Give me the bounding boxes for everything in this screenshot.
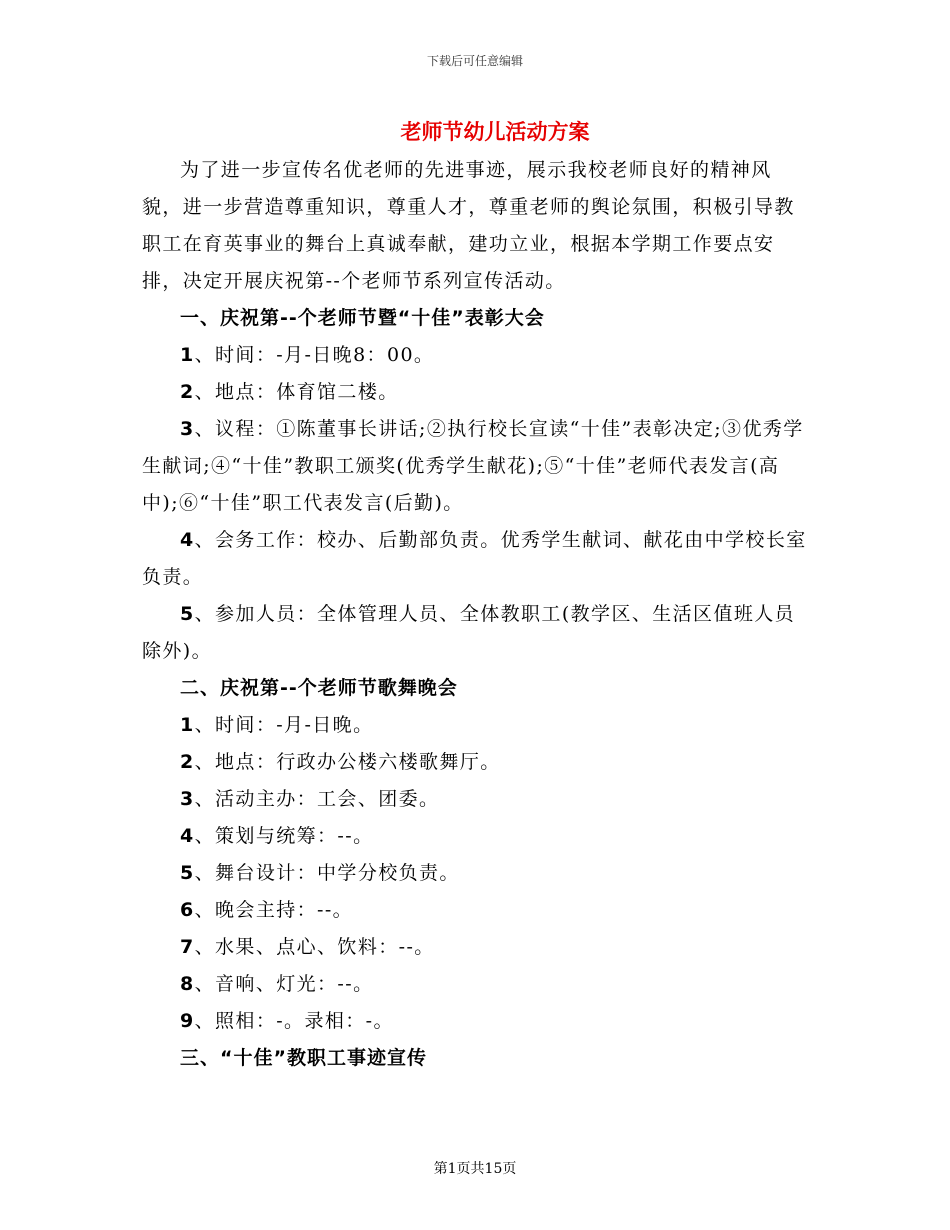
list-item [142,818,812,855]
list-item [142,855,812,892]
item-text: 、时间：-月-日晚8：00。 [194,344,435,366]
item-text: 、议程：①陈董事长讲话;②执行校长宣读“十佳”表彰决定;③优秀学生献词;④“十佳”教职工颁奖(优秀学生献花);⑤“十佳”老师代表发言(高中);⑥“十佳”职工代表发言(后勤)。 [142,418,804,514]
item-number: 5 [180,603,195,625]
section-heading-2: 二、庆祝第--个老师节歌舞晚会 [180,677,458,699]
item-text: 、会务工作：校办、后勤部负责。优秀学生献词、献花由中学校长室负责。 [142,529,807,588]
item-number: 1 [180,344,195,366]
section-heading-3: 三、“十佳”教职工事迹宣传 [180,1047,427,1069]
item-number: 1 [180,714,195,736]
item-text: 、活动主办：工会、团委。 [194,788,440,810]
item-text: 、策划与统筹：--。 [194,825,374,847]
item-text: 、地点：行政办公楼六楼歌舞厅。 [194,751,501,773]
item-number: 3 [180,418,195,440]
item-text: 、时间：-月-日晚。 [194,714,374,736]
item-number: 9 [180,1010,195,1032]
list-item [142,707,812,744]
list-item [142,1003,812,1040]
list-item [142,374,812,411]
list-item [142,522,812,596]
item-text: 、水果、点心、饮料：--。 [194,936,435,958]
item-number: 5 [180,862,195,884]
list-item [142,929,812,966]
item-text: 、音响、灯光：--。 [194,973,374,995]
list-item [142,966,812,1003]
item-number: 2 [180,751,195,773]
item-number: 7 [180,936,195,958]
item-number: 8 [180,973,195,995]
item-number: 4 [180,529,195,551]
list-item [142,411,812,522]
item-number: 3 [180,788,195,810]
list-item [142,892,812,929]
intro-paragraph: 为了进一步宣传名优老师的先进事迹，展示我校老师良好的精神风貌，进一步营造尊重知识，尊重人才，尊重老师的舆论氛围，积极引导教职工在育英事业的舞台上真诚奉献，建功立业，根据本学期工作要点安排，决定开展庆祝第--个老师节系列宣传活动。 [142,159,795,292]
item-text: 、舞台设计：中学分校负责。 [194,862,460,884]
item-number: 6 [180,899,195,921]
section-heading-1: 一、庆祝第--个老师节暨“十佳”表彰大会 [180,307,545,329]
item-text: 、晚会主持：--。 [194,899,354,921]
item-text: 、照相：-。录相：-。 [194,1010,394,1032]
item-number: 2 [180,381,195,403]
document-body [142,152,812,1077]
list-item [142,744,812,781]
item-number: 4 [180,825,195,847]
document-title: 老师节幼儿活动方案 [400,119,590,144]
list-item [142,781,812,818]
list-item [142,596,812,670]
page-footer: 第1页共15页 [433,1161,517,1177]
list-item [142,337,812,374]
header-note: 下载后可任意编辑 [426,54,523,68]
item-text: 、参加人员：全体管理人员、全体教职工(教学区、生活区值班人员除外)。 [142,603,796,662]
item-text: 、地点：体育馆二楼。 [194,381,399,403]
